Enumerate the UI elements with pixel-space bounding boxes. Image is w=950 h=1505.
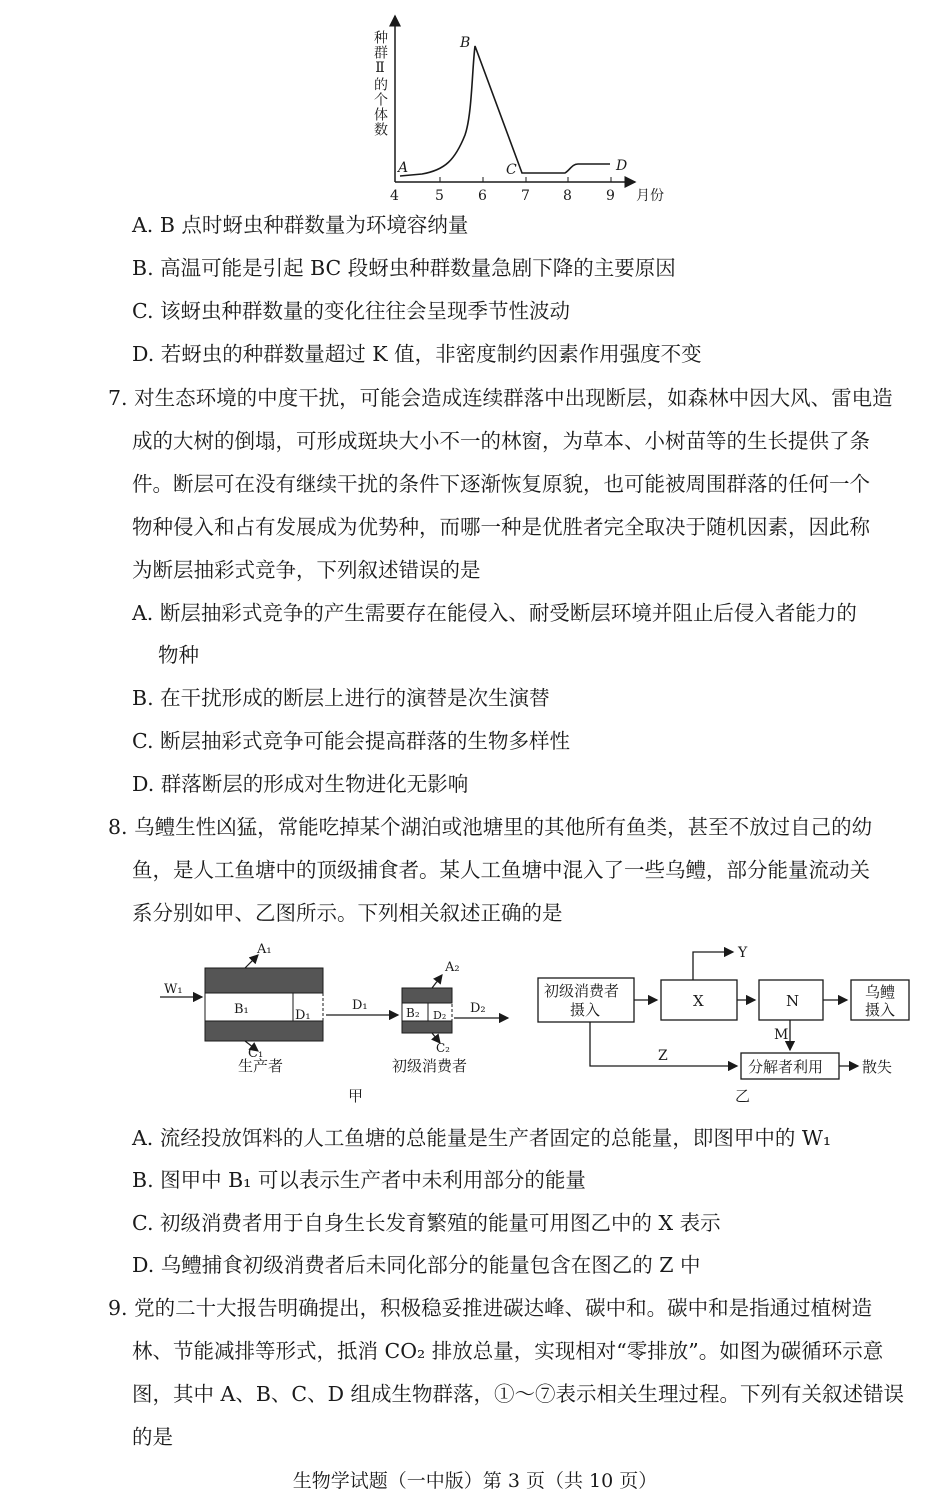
x-ticks [390,177,615,204]
label-d1-arrow: D₁ [352,998,368,1013]
q7-option-b: B. 在干扰形成的断层上进行的演替是次生演替 [132,686,550,710]
page-footer: 生物学试题（一中版）第 3 页（共 10 页） [292,1470,658,1492]
q7-option-c: C. 断层抽彩式竞争可能会提高群落的生物多样性 [132,729,570,753]
energy-flow-diagram-jia [150,935,520,1105]
q7-line-2: 成的大树的倒塌，可形成斑块大小不一的林窗，为草本、小树苗等的生长提供了条 [132,429,870,453]
caption-jia: 甲 [348,1087,364,1105]
point-c: C [506,162,517,178]
label-d1: D₁ [295,1008,311,1023]
x-tick-5: 5 [435,188,444,204]
label-c2: C₂ [436,1041,450,1055]
q8-line-1: 8. 乌鳢生性凶猛，常能吃掉某个湖泊或池塘里的其他所有鱼类，甚至不放过自己的幼 [108,815,873,839]
q8-option-a: A. 流经投放饵料的人工鱼塘的总能量是生产者固定的总能量，即图甲中的 W₁ [132,1126,832,1150]
q6-option-a: A. B 点时蚜虫种群数量为环境容纳量 [132,213,469,237]
q7-line-1: 7. 对生态环境的中度干扰，可能会造成连续群落中出现断层，如森林中因大风、雷电造 [108,386,893,410]
q7-line-5: 为断层抽彩式竞争，下列叙述错误的是 [132,558,481,582]
q7-option-d: D. 群落断层的形成对生物进化无影响 [132,772,469,796]
label-snakehead-2: 摄入 [865,1001,896,1019]
label-n: N [786,992,800,1010]
point-d: D [616,158,628,174]
q8-line-2: 鱼，是人工鱼塘中的顶级捕食者。某人工鱼塘中混入了一些乌鳢，部分能量流动关 [132,858,870,882]
q8-line-3: 系分别如甲、乙图所示。下列相关叙述正确的是 [132,901,563,925]
q7-line-3: 件。断层可在没有继续干扰的条件下逐渐恢复原貌，也可能被周围群落的任何一个 [132,472,870,496]
label-decomposer: 分解者利用 [748,1058,824,1076]
x-tick-9: 9 [606,188,615,204]
label-z: Z [658,1048,668,1064]
q6-option-c: C. 该蚜虫种群数量的变化往往会呈现季节性波动 [132,299,570,323]
population-curve [400,46,610,176]
label-intake-1: 初级消费者 [544,982,620,1000]
population-graph [360,10,680,205]
label-y: Y [738,945,748,961]
label-intake-2: 摄入 [570,1001,601,1019]
q8-option-d: D. 乌鳢捕食初级消费者后未同化部分的能量包含在图乙的 Z 中 [132,1253,701,1277]
x-tick-6: 6 [478,188,487,204]
label-x: X [693,992,704,1010]
q8-option-b: B. 图甲中 B₁ 可以表示生产者中未利用部分的能量 [132,1168,586,1192]
q8-option-c: C. 初级消费者用于自身生长发育繁殖的能量可用图乙中的 X 表示 [132,1211,721,1235]
q9-line-4: 的是 [132,1425,173,1449]
label-w1: W₁ [164,982,183,997]
x-axis-unit: 月份 [636,188,664,204]
q9-line-2: 林、节能减排等形式，抵消 CO₂ 排放总量，实现相对“零排放”。如图为碳循环示意 [132,1339,884,1363]
label-b1: B₁ [234,1002,249,1017]
q9-line-1: 9. 党的二十大报告明确提出，积极稳妥推进碳达峰、碳中和。碳中和是指通过植树造 [108,1296,873,1320]
label-snakehead-1: 乌鳢 [865,983,896,1001]
label-primary-consumer: 初级消费者 [392,1057,468,1075]
label-loss: 散失 [862,1058,893,1076]
label-d2: D₂ [433,1009,447,1022]
q7-option-a-cont: 物种 [158,643,199,667]
q6-option-d: D. 若蚜虫的种群数量超过 K 值，非密度制约因素作用强度不变 [132,342,702,366]
q7-line-4: 物种侵入和占有发展成为优势种，而哪一种是优胜者完全取决于随机因素，因此称 [132,515,870,539]
label-producer: 生产者 [238,1057,284,1075]
q6-option-b: B. 高温可能是引起 BC 段蚜虫种群数量急剧下降的主要原因 [132,256,676,280]
label-a2: A₂ [445,960,460,975]
label-a1: A₁ [257,942,272,957]
point-b: B [460,35,471,51]
x-tick-7: 7 [521,188,530,204]
q7-option-a: A. 断层抽彩式竞争的产生需要存在能侵入、耐受断层环境并阻止后侵入者能力的 [132,601,857,625]
label-m: M [774,1027,789,1043]
y-axis-label: 种群Ⅱ的个体数 [372,30,388,137]
q9-line-3: 图，其中 A、B、C、D 组成生物群落，①～⑦表示相关生理过程。下列有关叙述错误 [132,1382,905,1406]
point-a: A [398,160,409,176]
energy-flow-diagram-yi [530,935,910,1105]
caption-yi: 乙 [735,1087,751,1105]
label-d2-arrow: D₂ [470,1001,486,1016]
x-tick-4: 4 [390,188,399,204]
label-c1: C₁ [248,1046,264,1061]
x-tick-8: 8 [563,188,572,204]
label-b2: B₂ [406,1006,420,1020]
